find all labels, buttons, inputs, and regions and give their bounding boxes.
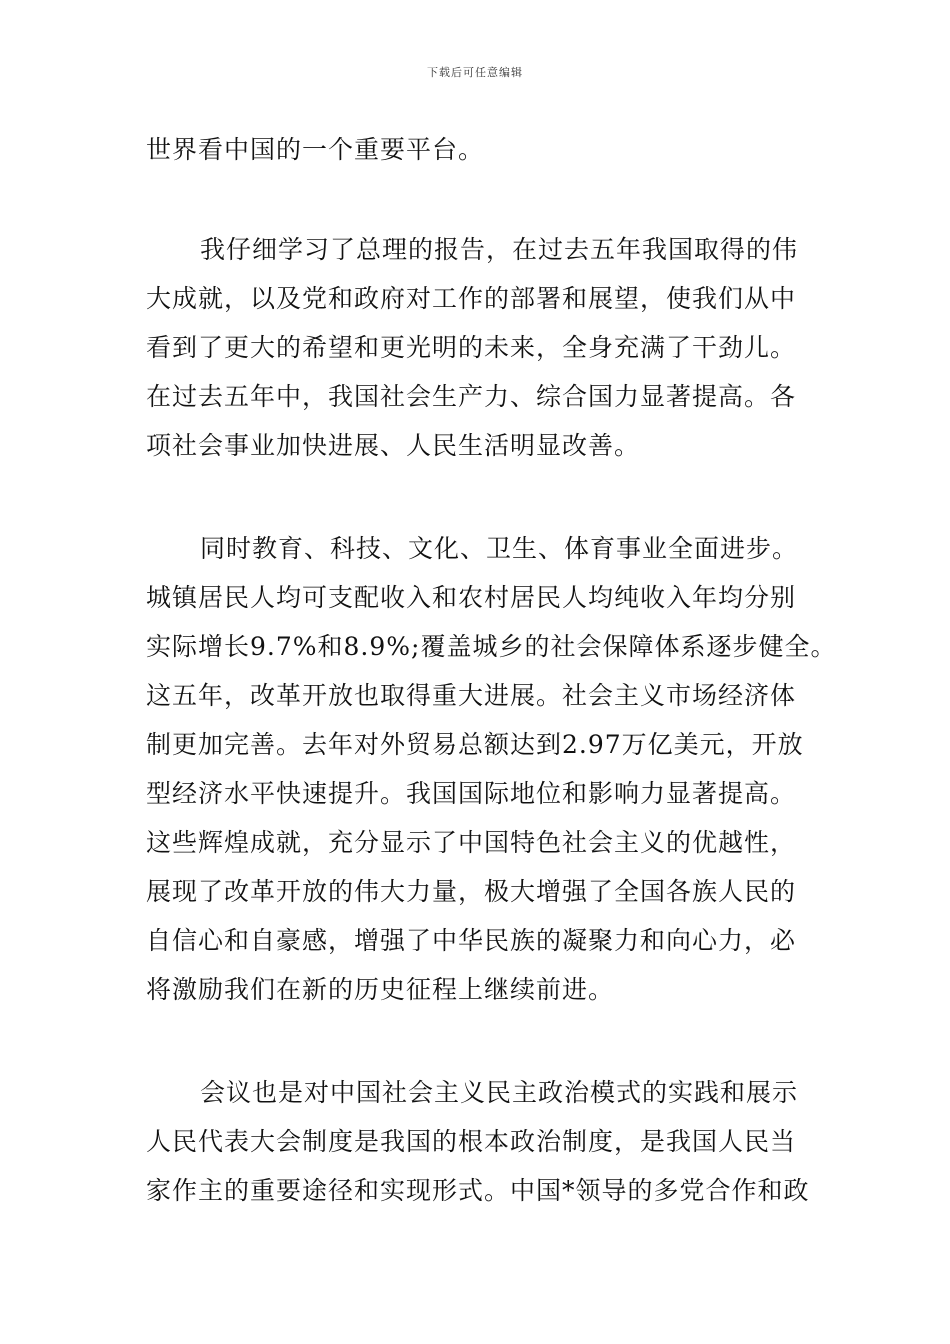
paragraph-2 bbox=[146, 225, 810, 470]
paragraph-line: 型经济水平快速提升。我国国际地位和影响力显著提高。 bbox=[146, 779, 797, 808]
paragraph-line: 大成就，以及党和政府对工作的部署和展望，使我们从中 bbox=[146, 284, 797, 313]
page-header: 下载后可任意编辑 bbox=[427, 66, 523, 79]
paragraph-line: 项社会事业加快进展、人民生活明显改善。 bbox=[146, 431, 641, 460]
paragraph-line: 城镇居民人均可支配收入和农村居民人均纯收入年均分别 bbox=[146, 583, 797, 612]
paragraph-line: 世界看中国的一个重要平台。 bbox=[146, 135, 485, 164]
paragraph-line: 看到了更大的希望和更光明的未来，全身充满了干劲儿。 bbox=[146, 333, 797, 362]
paragraph-line: 在过去五年中，我国社会生产力、综合国力显著提高。各 bbox=[146, 382, 797, 411]
paragraph-1 bbox=[146, 125, 810, 174]
paragraph-line: 会议也是对中国社会主义民主政治模式的实践和展示 bbox=[200, 1078, 799, 1107]
paragraph-line: 将激励我们在新的历史征程上继续前进。 bbox=[146, 975, 615, 1004]
paragraph-line: 展现了改革开放的伟大力量，极大增强了全国各族人民的 bbox=[146, 877, 797, 906]
paragraph-line: 实际增长9.7%和8.9%;覆盖城乡的社会保障体系逐步健全。 bbox=[146, 632, 837, 661]
paragraph-3 bbox=[146, 524, 837, 1014]
paragraph-line: 同时教育、科技、文化、卫生、体育事业全面进步。 bbox=[200, 534, 799, 563]
paragraph-line: 自信心和自豪感，增强了中华民族的凝聚力和向心力，必 bbox=[146, 926, 797, 955]
paragraph-line: 这些辉煌成就，充分显示了中国特色社会主义的优越性， bbox=[146, 828, 797, 857]
paragraph-line: 制更加完善。去年对外贸易总额达到2.97万亿美元，开放 bbox=[146, 730, 804, 759]
paragraph-4 bbox=[146, 1068, 810, 1215]
paragraph-line: 家作主的重要途径和实现形式。中国*领导的多党合作和政 bbox=[146, 1176, 810, 1205]
paragraph-line: 我仔细学习了总理的报告，在过去五年我国取得的伟 bbox=[200, 235, 799, 264]
paragraph-line: 人民代表大会制度是我国的根本政治制度，是我国人民当 bbox=[146, 1127, 797, 1156]
paragraph-line: 这五年，改革开放也取得重大进展。社会主义市场经济体 bbox=[146, 681, 797, 710]
